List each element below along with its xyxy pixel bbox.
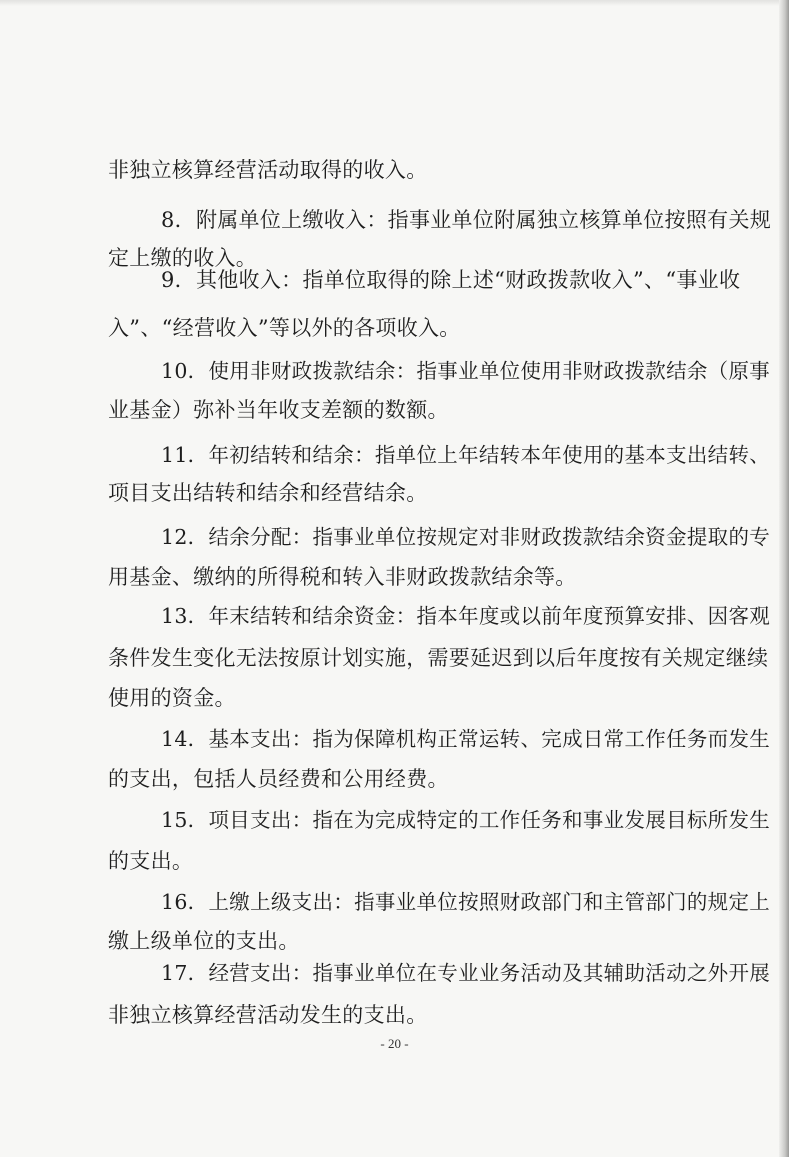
item-14-line-2: 的支出，包括人员经费和公用经费。 bbox=[108, 767, 449, 791]
item-17-line-2: 非独立核算经营活动发生的支出。 bbox=[108, 1003, 428, 1027]
item-9-line-1: 9．其他收入：指单位取得的除上述“财政拨款收入”、“事业收 bbox=[161, 268, 741, 292]
item-17-line-1: 17．经营支出：指事业单位在专业业务活动及其辅助活动之外开展 bbox=[161, 961, 771, 985]
item-16-line-2: 缴上级单位的支出。 bbox=[108, 929, 300, 953]
item-11-line-2: 项目支出结转和结余和经营结余。 bbox=[108, 481, 428, 505]
item-12-line-1: 12．结余分配：指事业单位按规定对非财政拨款结余资金提取的专 bbox=[161, 525, 771, 549]
item-15-line-1: 15．项目支出：指在为完成特定的工作任务和事业发展目标所发生 bbox=[161, 808, 771, 832]
item-10-line-1: 10．使用非财政拨款结余：指事业单位使用非财政拨款结余（原事 bbox=[161, 359, 771, 383]
item-10-line-2: 业基金）弥补当年收支差额的数额。 bbox=[108, 398, 449, 422]
item-14-line-1: 14．基本支出：指为保障机构正常运转、完成日常工作任务而发生 bbox=[161, 727, 771, 751]
page-number: - 20 - bbox=[380, 1036, 409, 1051]
item-9-line-2: 入”、“经营收入”等以外的各项收入。 bbox=[108, 316, 461, 340]
item-8-line-2: 定上缴的收入。 bbox=[108, 246, 258, 270]
item-12-line-2: 用基金、缴纳的所得税和转入非财政拨款结余等。 bbox=[108, 565, 577, 589]
item-13-line-3: 使用的资金。 bbox=[108, 686, 236, 710]
item-8-line-1: 8．附属单位上缴收入：指事业单位附属独立核算单位按照有关规 bbox=[161, 208, 772, 232]
item-13-line-1: 13．年末结转和结余资金：指本年度或以前年度预算安排、因客观 bbox=[161, 604, 771, 628]
text-line: 非独立核算经营活动取得的收入。 bbox=[108, 158, 428, 182]
item-11-line-1: 11．年初结转和结余：指单位上年结转本年使用的基本支出结转、 bbox=[161, 443, 771, 467]
item-13-line-2: 条件发生变化无法按原计划实施，需要延迟到以后年度按有关规定继续 bbox=[108, 646, 769, 670]
item-15-line-2: 的支出。 bbox=[108, 849, 194, 873]
item-16-line-1: 16．上缴上级支出：指事业单位按照财政部门和主管部门的规定上 bbox=[161, 890, 771, 914]
